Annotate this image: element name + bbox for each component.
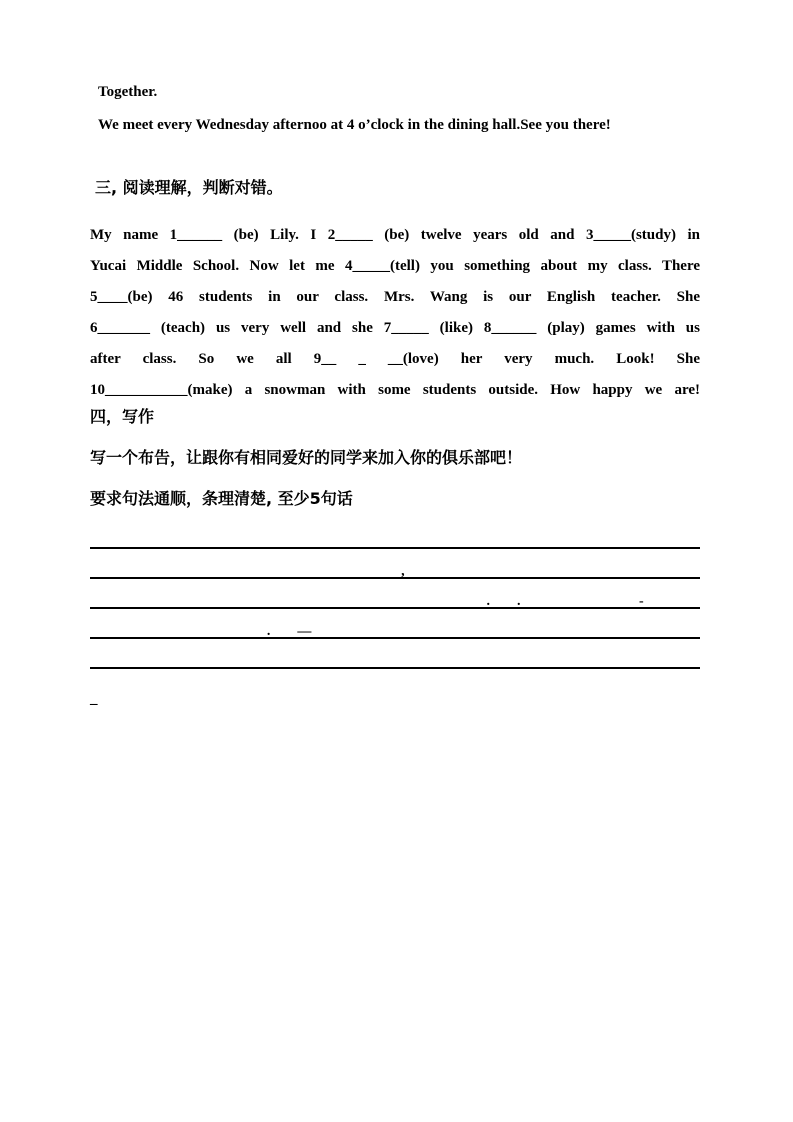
meeting-info-line: We meet every Wednesday afternoo at 4 o’clock in the dining hall.See you there!	[98, 117, 611, 133]
writing-prompt: 写一个布告，让跟你有相同爱好的同学来加入你的俱乐部吧！	[90, 448, 523, 467]
passage-line: 6_______ (teach) us very well and she 7_____ (like) 8______ (play) games with us	[90, 320, 700, 336]
stray-mark: .	[266, 624, 271, 639]
trailing-underscore: _	[90, 691, 98, 707]
answer-line	[90, 579, 700, 609]
passage-line: 10___________(make) a snowman with some students outside. How happy we are!	[90, 382, 700, 398]
answer-line	[90, 549, 700, 579]
answer-lines	[90, 519, 700, 669]
section-4-heading: 四，写作	[90, 407, 155, 426]
stray-mark: .	[517, 594, 521, 609]
stray-mark: —	[297, 624, 312, 639]
answer-line	[90, 609, 700, 639]
answer-line	[90, 639, 700, 669]
together-line: Together.	[98, 84, 158, 100]
stray-mark: -	[639, 594, 644, 609]
passage-line: 5____(be) 46 students in our class. Mrs. Wang is our English teacher. She	[90, 289, 700, 305]
passage-line: My name 1______ (be) Lily. I 2_____ (be) twelve years old and 3_____(study) in	[90, 227, 700, 243]
passage-line: Yucai Middle School. Now let me 4_____(tell) you something about my class. There	[90, 258, 700, 274]
stray-mark: .	[486, 594, 490, 609]
stray-mark: ,	[401, 564, 405, 579]
writing-requirements: 要求句法通顺，条理清楚, 至少5句话	[90, 489, 353, 508]
answer-line	[90, 519, 700, 549]
section-3-heading: 三, 阅读理解，判断对错。	[95, 178, 283, 197]
cloze-passage	[90, 220, 700, 406]
passage-line: after class. So we all 9__ _ __(love) her very much. Look! She	[90, 351, 700, 367]
